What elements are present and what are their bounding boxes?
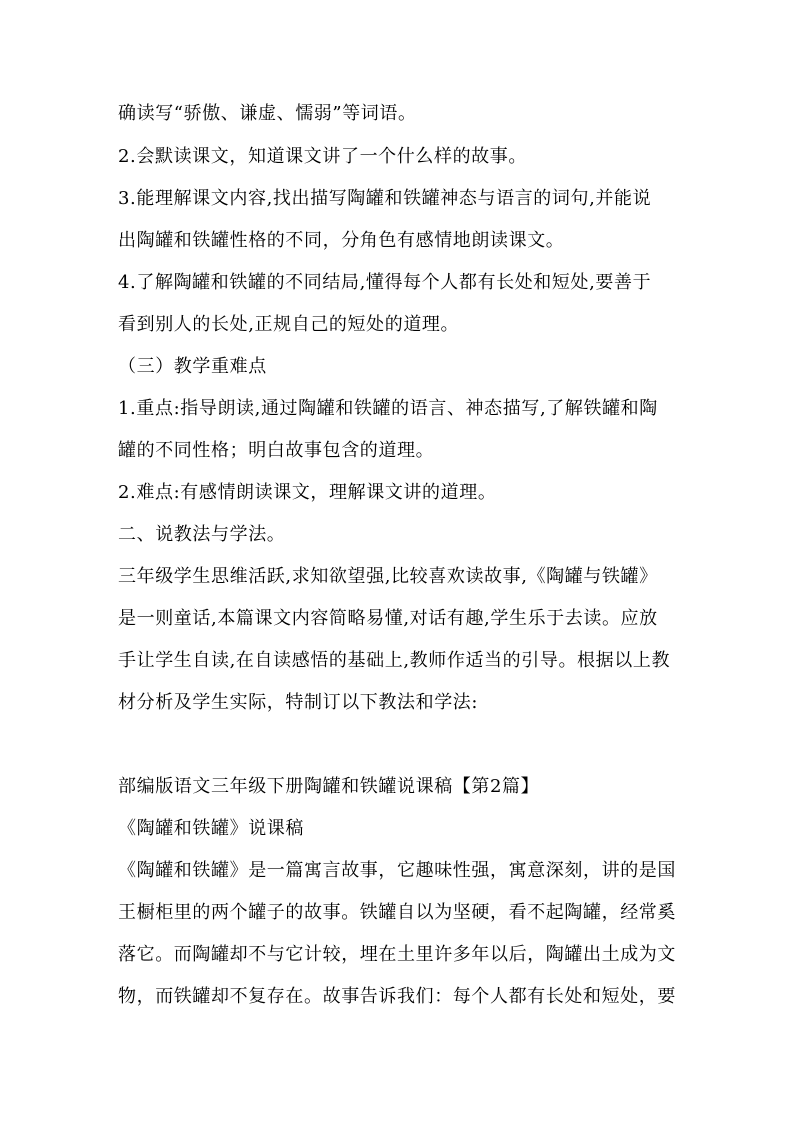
section-heading-key-points: （三）教学重难点 xyxy=(118,356,267,377)
text-line-1: 确读写“骄傲、谦虚、懦弱”等词语。 xyxy=(118,103,417,124)
text-line-6: 看到别人的长处,正规自己的短处的道理。 xyxy=(118,314,460,335)
text-line-21: 物，而铁罐却不复存在。故事告诉我们：每个人都有长处和短处，要 xyxy=(118,986,676,1007)
text-line-12: 三年级学生思维活跃,求知欲望强,比较喜欢读故事,《陶罐与铁罐》 xyxy=(118,566,658,587)
text-line-18: 《陶罐和铁罐》是一篇寓言故事，它趣味性强，寓意深刻，讲的是国 xyxy=(118,860,676,881)
text-line-19: 王橱柜里的两个罐子的故事。铁罐自以为坚硬，看不起陶罐，经常奚 xyxy=(118,902,676,923)
text-line-13: 是一则童话,本篇课文内容简略易懂,对话有趣,学生乐于去读。应放 xyxy=(118,608,658,629)
section-heading-methods: 二、说教法与学法。 xyxy=(118,524,286,545)
text-line-14: 手让学生自读,在自读感悟的基础上,教师作适当的引导。根据以上教 xyxy=(118,650,671,671)
text-line-20: 落它。而陶罐却不与它计较，埋在土里许多年以后，陶罐出土成为文 xyxy=(118,944,676,965)
text-line-4: 出陶罐和铁罐性格的不同，分角色有感情地朗读课文。 xyxy=(118,230,565,251)
text-line-3: 3.能理解课文内容,找出描写陶罐和铁罐神态与语言的词句,并能说 xyxy=(118,188,652,209)
text-line-5: 4.了解陶罐和铁罐的不同结局,懂得每个人都有长处和短处,要善于 xyxy=(118,272,652,293)
article-subtitle: 《陶罐和铁罐》说课稿 xyxy=(118,818,304,839)
text-line-2: 2.会默读课文，知道课文讲了一个什么样的故事。 xyxy=(118,146,527,167)
article-title: 部编版语文三年级下册陶罐和铁罐说课稿【第2篇】 xyxy=(118,776,540,797)
text-line-10: 2.难点:有感情朗读课文，理解课文讲的道理。 xyxy=(118,482,497,503)
text-line-9: 罐的不同性格；明白故事包含的道理。 xyxy=(118,440,435,461)
text-line-15: 材分析及学生实际，特制订以下教法和学法: xyxy=(118,692,479,713)
text-line-8: 1.重点:指导朗读,通过陶罐和铁罐的语言、神态描写,了解铁罐和陶 xyxy=(118,398,658,419)
